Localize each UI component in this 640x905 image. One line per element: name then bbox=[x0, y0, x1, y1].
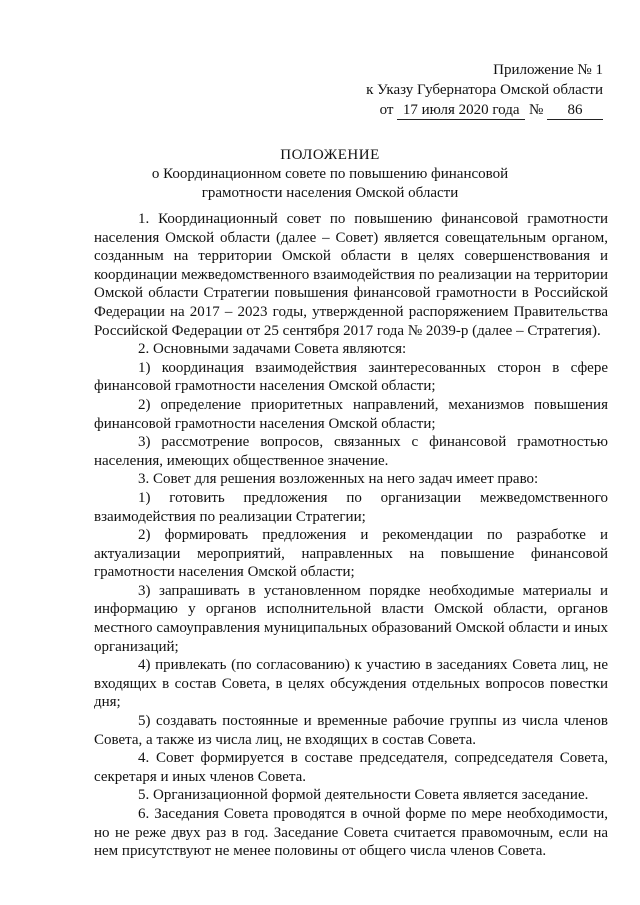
paragraph: 6. Заседания Совета проводятся в очной форме по мере необходимости, но не реже двух раз в год. Заседание Совета считается правомочным, если на нем присутствуют не менее половины от общего числа членов Совета. bbox=[94, 806, 608, 860]
date-prefix: от bbox=[379, 102, 394, 118]
paragraph: 5) создавать постоянные и временные рабочие группы из числа членов Совета, а также из числа лиц, не входящих в состав Совета. bbox=[94, 713, 608, 748]
title-subtitle-line-1: о Координационном совете по повышению финансовой bbox=[151, 166, 509, 182]
paragraph: 2) формировать предложения и рекомендации по разработке и актуализации мероприятий, направленных на повышение финансовой грамотности населения Омской области; bbox=[94, 527, 608, 581]
paragraph: 3) рассмотрение вопросов, связанных с финансовой грамотностью населения, имеющих общественное значение. bbox=[94, 434, 608, 469]
decree-number: 86 bbox=[547, 102, 603, 120]
title-heading: ПОЛОЖЕНИЕ bbox=[280, 147, 380, 163]
document-body bbox=[94, 210, 608, 861]
appendix-number: Приложение № 1 bbox=[493, 62, 603, 78]
paragraph: 2. Основными задачами Совета являются: bbox=[138, 341, 407, 358]
paragraph: 4. Совет формируется в составе председателя, сопредседателя Совета, секретаря и иных членов Совета. bbox=[94, 750, 608, 785]
appendix-decree-ref: к Указу Губернатора Омской области bbox=[366, 82, 603, 98]
document-title bbox=[92, 146, 568, 203]
appendix-date-line bbox=[323, 100, 603, 120]
paragraph: 1) готовить предложения по организации межведомственного взаимодействия по реализации Стратегии; bbox=[94, 489, 608, 525]
appendix-header bbox=[323, 60, 603, 120]
paragraph: 5. Организационной формой деятельности Совета является заседание. bbox=[138, 787, 589, 804]
decree-date: 17 июля 2020 года bbox=[397, 102, 525, 120]
paragraph: 1. Координационный совет по повышению финансовой грамотности населения Омской области (далее – Совет) является совещательным органом, созданным на территории Омской области в целях совершенствования и координации межведомственного взаимодействия по реализации на территории Омской области Стратегии повышения финансовой грамотности в Российской Федерации на 2017 – 2023 годы, утвержденной распоряжением Правительства Российской Федерации от 25 сентября 2017 года № 2039-р (далее – Стратегия). bbox=[94, 211, 608, 339]
paragraph: 3. Совет для решения возложенных на него задач имеет право: bbox=[138, 471, 539, 488]
title-subtitle-line-2: грамотности населения Омской области bbox=[201, 185, 459, 201]
paragraph: 4) привлекать (по согласованию) к участию в заседаниях Совета лиц, не входящих в состав Совета, в целях обсуждения отдельных вопросов повестки дня; bbox=[94, 657, 608, 711]
paragraph: 1) координация взаимодействия заинтересованных сторон в сфере финансовой грамотности населения Омской области; bbox=[94, 359, 608, 395]
paragraph: 3) запрашивать в установленном порядке необходимые материалы и информацию у органов исполнительной власти Омской области, органов местного самоуправления муниципальных образований Омской области и иных организаций; bbox=[94, 582, 608, 655]
paragraph: 2) определение приоритетных направлений, механизмов повышения финансовой грамотности населения Омской области; bbox=[94, 396, 608, 432]
number-sign: № bbox=[528, 102, 544, 118]
